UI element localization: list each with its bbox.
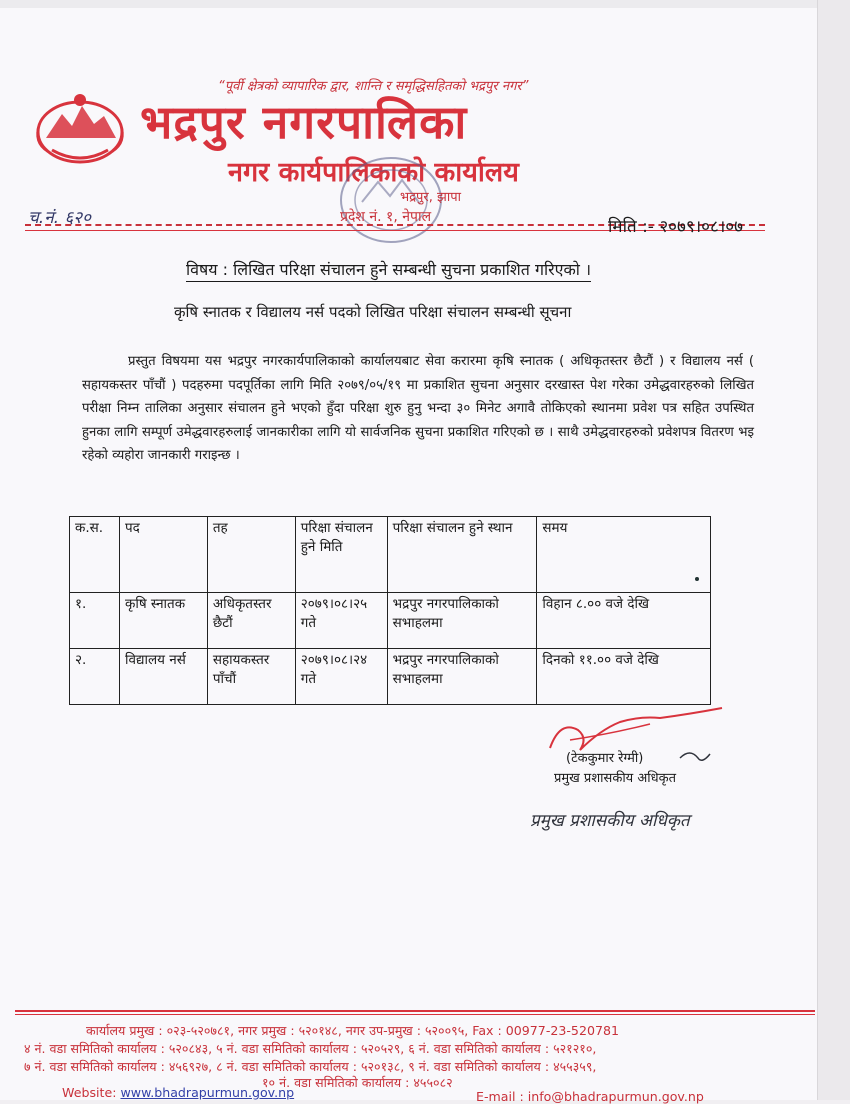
- table-cell: २०७९।०८।२५ गते: [295, 593, 387, 649]
- table-row: [70, 649, 711, 705]
- website-label: Website:: [62, 1085, 117, 1100]
- table-cell: अधिकृतस्तर छैटौं: [207, 593, 295, 649]
- footer-divider: [15, 1010, 815, 1012]
- notice-heading: कृषि स्नातक र विद्यालय नर्स पदको लिखित परिक्षा संचालन सम्बन्धी सूचना: [174, 303, 572, 321]
- table-header-cell: तह: [207, 517, 295, 593]
- table-cell: १.: [70, 593, 120, 649]
- scan-edge-top: [0, 0, 850, 8]
- exam-schedule-table: [69, 516, 711, 705]
- designation-stamp: प्रमुख प्रशासकीय अधिकृत: [530, 811, 690, 831]
- footer-email[interactable]: E-mail : info@bhadrapurmun.gov.np: [476, 1089, 704, 1104]
- table-header-cell: परिक्षा संचालन हुने स्थान: [387, 517, 537, 593]
- footer-website: [62, 1085, 294, 1100]
- table-header-cell: परिक्षा संचालन हुने मिति: [295, 517, 387, 593]
- signatory-name: (टेककुमार रेग्मी): [566, 751, 644, 766]
- table-cell: विद्यालय नर्स: [119, 649, 207, 705]
- footer-ward-line: ७ नं. वडा समितिको कार्यालय : ४५६९२७, ८ नं. वडा समितिको कार्यालय : ५२०१३८, ९ नं. वडा समितिको कार्यालय : ४५५३५९,: [24, 1059, 597, 1074]
- table-cell: सहायकस्तर पाँचौं: [207, 649, 295, 705]
- table-cell: भद्रपुर नगरपालिकाको सभाहलमा: [387, 649, 537, 705]
- office-subtitle: नगर कार्यपालिकाको कार्यालय: [228, 157, 519, 188]
- table-cell: भद्रपुर नगरपालिकाको सभाहलमा: [387, 593, 537, 649]
- footer-ward-line: ४ नं. वडा समितिको कार्यालय : ५२०८४३, ५ नं. वडा समितिको कार्यालय : ५२०५२९, ६ नं. वडा समितिको कार्यालय : ५२१२१०,: [24, 1041, 597, 1056]
- table-header-row: [70, 517, 711, 593]
- office-province: प्रदेश नं. १, नेपाल: [340, 209, 432, 225]
- letter-body: प्रस्तुत विषयमा यस भद्रपुर नगरकार्यपालिकाको कार्यालयबाट सेवा करारमा कृषि स्नातक ( अधिकृतस्तर छैटौं ) र विद्यालय नर्स ( सहायकस्तर पाँचौं ) पदहरुमा पदपूर्तिका लागि मिति २०७९/०५/१९ मा प्रकाशित सुचना अनुसार दरखास्त पेश गरेका उमेद्धवारहरुको लिखित परीक्षा निम्न तालिका अनुसार संचालन हुने भएको हुँदा परिक्षा शुरु हुनु भन्दा ३० मिनेट अगावै तोकिएको स्थानमा प्रवेश पत्र सहित उपस्थित हुनका लागि सम्पूर्ण उमेद्धवारहरुलाई जानकारीका लागि यो सार्वजनिक सुचना प्रकाशित गरिएको छ । साथै उमेद्धवारहरुको प्रवेशपत्र वितरण भइ रहेको व्यहोरा जानकारी गराइन्छ ।: [82, 354, 754, 463]
- table-cell: २०७९।०८।२४ गते: [295, 649, 387, 705]
- table-header-cell: पद: [119, 517, 207, 593]
- signatory-title: प्रमुख प्रशासकीय अधिकृत: [554, 771, 677, 786]
- footer-contacts-line: कार्यालय प्रमुख : ०२३-५२०७८१, नगर प्रमुख : ५२०१४८, नगर उप-प्रमुख : ५२००९५, Fax : 00977-23-520781: [86, 1023, 620, 1038]
- table-cell: विहान ८.०० वजे देखि: [537, 593, 711, 649]
- reference-number: च.नं. ६२०: [28, 208, 91, 228]
- table-cell: कृषि स्नातक: [119, 593, 207, 649]
- office-address: भद्रपुर, झापा: [400, 190, 461, 205]
- ink-mark: [695, 577, 699, 581]
- website-link[interactable]: www.bhadrapurmun.gov.np: [120, 1085, 295, 1100]
- table-row: [70, 593, 711, 649]
- letter-date: मिति :- २०७९।०८।०७: [608, 217, 743, 237]
- table-header-cell: समय: [537, 517, 711, 593]
- table-cell: २.: [70, 649, 120, 705]
- letterhead-motto: “पूर्वी क्षेत्रको व्यापारिक द्वार, शान्ति र समृद्धिसहितको भद्रपुर नगर”: [218, 79, 529, 94]
- table-cell: दिनको ११.०० वजे देखि: [537, 649, 711, 705]
- footer-divider-thin: [15, 1014, 815, 1015]
- scan-edge-right: [817, 0, 850, 1100]
- table-header-cell: क.स.: [70, 517, 120, 593]
- office-name: भद्रपुर नगरपालिका: [140, 95, 468, 149]
- letter-subject: विषय : लिखित परिक्षा संचालन हुने सम्बन्धी सुचना प्रकाशित गरिएको ।: [186, 258, 591, 282]
- footer-ward-line: १० नं. वडा समितिको कार्यालय : ४५५०८२: [262, 1075, 453, 1090]
- nepal-emblem-icon: [32, 88, 128, 168]
